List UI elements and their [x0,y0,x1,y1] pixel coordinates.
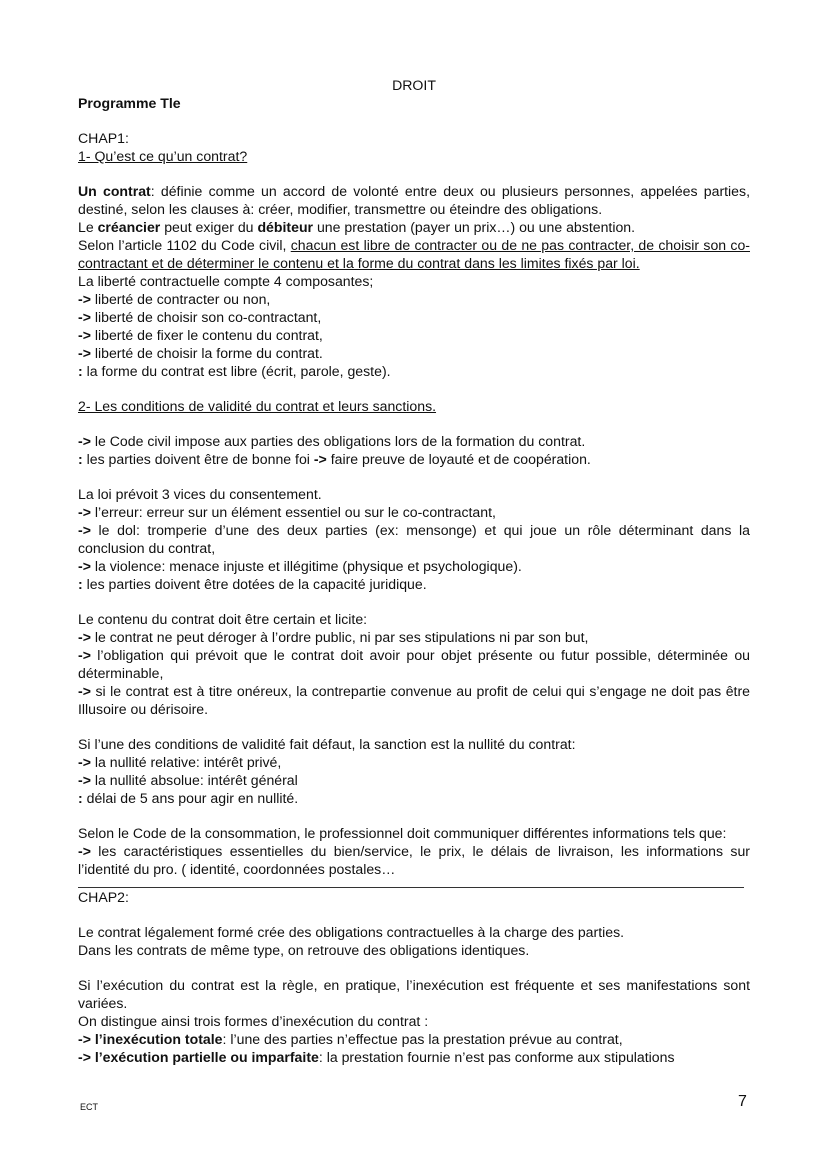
note-text: la forme du contrat est libre (écrit, parole, geste). [82,363,391,379]
list-item-text: le contrat ne peut déroger à l’ordre public, ni par ses stipulations ni par son but, [90,629,589,645]
arrow-marker: -> [78,345,91,361]
arrow-marker: -> [78,629,91,645]
list-item-text: la violence: menace injuste et illégitime (physique et psychologique). [90,558,522,574]
arrow-marker: -> [78,647,91,663]
list-item-text: le Code civil impose aux parties des obligations lors de la formation du contrat. [90,433,586,449]
list-item-text: les caractéristiques essentielles du bien/service, le prix, le délais de livraison, les informations sur l’identité du pro. ( identité, coordonnées postales… [78,843,750,877]
arrow-marker: -> [78,1049,91,1065]
list-item [78,842,750,878]
colon-marker: : [78,363,83,379]
list-item [78,432,750,450]
list-item-text: l’obligation qui prévoit que le contrat doit avoir pour objet présente ou futur possible, déterminée ou déterminable, [78,647,750,681]
note-line [78,575,750,593]
debiteur-term: débiteur [257,219,314,235]
creancier-mid: peut exiger du [160,219,258,235]
arrow-marker: -> [313,451,327,467]
creancier-term: créancier [97,219,161,235]
list-item-text: l’erreur: erreur sur un élément essentiel ou sur le co-contractant, [90,504,496,520]
list-item [78,308,750,326]
list-item [78,628,750,646]
nullite-intro: Si l’une des conditions de validité fait défaut, la sanction est la nullité du contrat: [78,736,576,752]
note-line [78,789,750,807]
chap2-paragraph: Si l’exécution du contrat est la règle, en pratique, l’inexécution est fréquente et ses manifestations sont variées. [78,977,750,1011]
list-item-text: la nullité absolue: intérêt général [90,772,298,788]
arrow-marker: -> [78,683,91,699]
list-item [78,290,750,308]
section1-title: 1- Qu’est ce qu’un contrat? [78,148,248,164]
article-pre: Selon l’article 1102 du Code civil, [78,237,291,253]
document-subject: DROIT [392,77,436,93]
footer-label: ECT [80,1102,98,1112]
chap2-paragraph: Le contrat légalement formé crée des obligations contractuelles à la charge des parties. [78,924,625,940]
list-item [78,682,750,718]
colon-marker: : [78,451,83,467]
definition-text: : définie comme un accord de volonté entre deux ou plusieurs personnes, appelées parties, destiné, selon les clauses à: créer, modifier, transmettre ou éteindre des obligations. [78,183,750,217]
list-item-text: liberté de choisir son co-contractant, [90,309,322,325]
note-text: délai de 5 ans pour agir en nullité. [82,790,299,806]
list-item [78,503,750,521]
arrow-marker: -> [78,754,91,770]
list-item [78,753,750,771]
conso-intro: Selon le Code de la consommation, le professionnel doit communiquer différentes informations tels que: [78,825,727,841]
definition-term: Un contrat [78,183,151,199]
list-item [78,521,750,557]
article-quote: chacun est libre de contracter ou de ne pas contracter, de choisir son co-contractant et de déterminer le contenu et la forme du contrat dans les limites fixés par loi. [78,237,750,271]
list-item-term: l’exécution partielle ou imparfaite [90,1049,319,1065]
list-item-text: si le contrat est à titre onéreux, la contrepartie convenue au profit de celui qui s’engage ne doit pas être Illusoire ou dérisoire. [78,683,750,717]
list-item [78,1030,750,1048]
arrow-marker: -> [78,522,91,538]
note-line [78,362,750,380]
chap1-title: CHAP1: [78,130,129,146]
section2-title: 2- Les conditions de validité du contrat et leurs sanctions. [78,398,437,414]
list-item-text: liberté de fixer le contenu du contrat, [90,327,323,343]
creancier-post: une prestation (payer un prix…) ou une abstention. [313,219,636,235]
list-item [78,344,750,362]
liberte-intro: La liberté contractuelle compte 4 composantes; [78,273,374,289]
arrow-marker: -> [78,558,91,574]
chap2-paragraph: On distingue ainsi trois formes d’inexécution du contrat : [78,1013,429,1029]
note-text: les parties doivent être dotées de la capacité juridique. [82,576,427,592]
colon-marker: : [78,576,83,592]
arrow-marker: -> [78,433,91,449]
list-item [78,1048,750,1066]
list-item-text: : l’une des parties n’effectue pas la prestation prévue au contrat, [222,1031,623,1047]
contenu-intro: Le contenu du contrat doit être certain et licite: [78,611,368,627]
list-item [78,326,750,344]
list-item-text: : la prestation fournie n’est pas conforme aux stipulations [318,1049,675,1065]
list-item [78,646,750,682]
chap2-title: CHAP2: [78,889,129,905]
vices-intro: La loi prévoit 3 vices du consentement. [78,486,322,502]
colon-marker: : [78,790,83,806]
programme-heading: Programme Tle [78,95,181,111]
article-1102 [78,236,750,272]
note-text: les parties doivent être de bonne foi [82,451,314,467]
list-item-term: l’inexécution totale [90,1031,223,1047]
arrow-marker: -> [78,843,91,859]
arrow-marker: -> [78,327,91,343]
list-item [78,771,750,789]
chap2-paragraph: Dans les contrats de même type, on retrouve des obligations identiques. [78,942,530,958]
arrow-marker: -> [78,309,91,325]
arrow-marker: -> [78,504,91,520]
arrow-marker: -> [78,291,91,307]
contract-definition [78,182,750,218]
arrow-marker: -> [78,772,91,788]
list-item-text: liberté de contracter ou non, [90,291,271,307]
list-item [78,557,750,575]
creancier-line [78,218,750,236]
list-item-text: le dol: tromperie d’une des deux parties (ex: mensonge) et qui joue un rôle déterminant dans la conclusion du contrat, [78,522,750,556]
document-page [78,76,750,1066]
note-text: faire preuve de loyauté et de coopération. [326,451,591,467]
list-item-text: liberté de choisir la forme du contrat. [90,345,323,361]
page-number: 7 [738,1093,747,1110]
list-item-text: la nullité relative: intérêt privé, [90,754,282,770]
arrow-marker: -> [78,1031,91,1047]
note-line [78,450,750,468]
creancier-pre: Le [78,219,98,235]
